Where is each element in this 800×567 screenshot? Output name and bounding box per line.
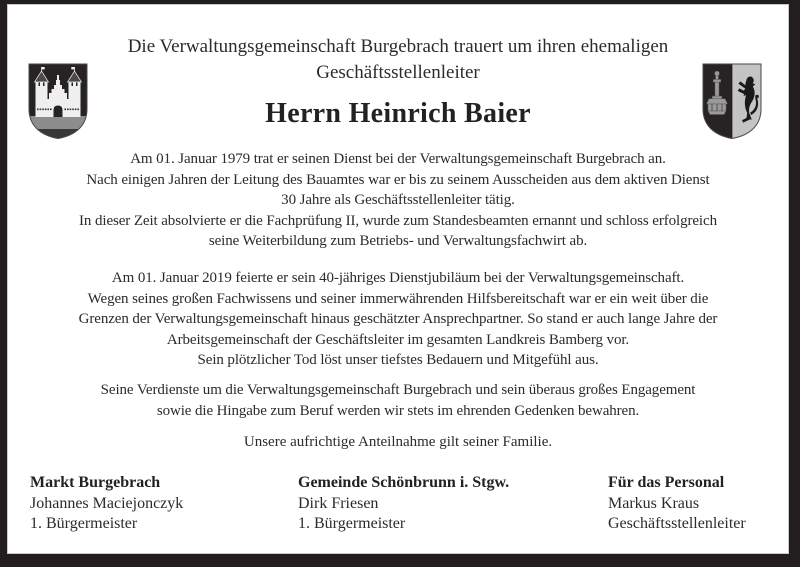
signature-org: Für das Personal bbox=[608, 474, 725, 491]
schoenbrunn-coat-of-arms-icon bbox=[702, 63, 762, 139]
paragraph-line: Sein plötzlicher Tod löst unser tiefstes Bedauern und Mitgefühl aus. bbox=[197, 352, 599, 368]
paragraph-line: Am 01. Januar 2019 feierte er sein 40-jähriges Dienstjubiläum bei der Verwaltungsgemeinschaft. bbox=[111, 270, 685, 286]
signature-row bbox=[8, 473, 788, 537]
signature-markt-burgebrach bbox=[30, 473, 183, 535]
signature-org: Gemeinde Schönbrunn i. Stgw. bbox=[298, 474, 510, 491]
remembrance-paragraph bbox=[8, 380, 788, 421]
signature-role: 1. Bürgermeister bbox=[30, 515, 138, 532]
paragraph-line: Am 01. Januar 1979 trat er seinen Dienst bei der Verwaltungsgemeinschaft Burgebrach an. bbox=[130, 151, 666, 167]
paragraph-line: 30 Jahre als Geschäftsstellenleiter tätig. bbox=[281, 192, 515, 208]
paragraph-line: Seine Verdienste um die Verwaltungsgemeinschaft Burgebrach und sein überaus großes Engagement bbox=[100, 382, 696, 398]
condolence-line: Unsere aufrichtige Anteilnahme gilt seiner Familie. bbox=[243, 434, 553, 450]
career-paragraph bbox=[8, 149, 788, 252]
deceased-name: Herrn Heinrich Baier bbox=[265, 98, 531, 129]
signature-name: Markus Kraus bbox=[608, 494, 700, 512]
paragraph-line: sowie die Hingabe zum Beruf werden wir stets im ehrenden Gedenken bewahren. bbox=[156, 402, 640, 419]
signature-name: Dirk Friesen bbox=[298, 494, 379, 512]
burgebrach-coat-of-arms-icon bbox=[28, 63, 88, 139]
signature-name: Johannes Maciejonczyk bbox=[30, 494, 184, 512]
tribute-paragraph bbox=[8, 268, 788, 371]
signature-role: 1. Bürgermeister bbox=[298, 515, 406, 532]
signature-gemeinde-schoenbrunn bbox=[298, 473, 509, 535]
paragraph-line: In dieser Zeit absolvierte er die Fachprüfung II, wurde zum Standesbeamten ernannt und schloss erfolgreich bbox=[79, 212, 717, 229]
signature-personal bbox=[608, 473, 746, 535]
intro-line-1: Die Verwaltungsgemeinschaft Burgebrach trauert um ihren ehemaligen bbox=[127, 36, 669, 57]
intro-line-2: Geschäftsstellenleiter bbox=[316, 62, 480, 83]
paragraph-line: seine Weiterbildung zum Betriebs- und Verwaltungsfachwirt ab. bbox=[208, 233, 588, 249]
paragraph-line: Arbeitsgemeinschaft der Geschäftsleiter im gesamten Landkreis Bamberg vor. bbox=[166, 331, 630, 348]
paragraph-line: Nach einigen Jahren der Leitung des Bauamtes war er bis zu seinem Ausscheiden aus dem aktiven Dienst bbox=[86, 171, 710, 188]
paragraph-line: Grenzen der Verwaltungsgemeinschaft hinaus geschätzter Ansprechpartner. So stand er auch lange Jahre der bbox=[78, 311, 718, 327]
paragraph-line: Wegen seines großen Fachwissens und seiner immerwährenden Hilfsbereitschaft war er ein weit über die bbox=[87, 290, 709, 307]
signature-org: Markt Burgebrach bbox=[30, 474, 161, 491]
signature-role: Geschäftsstellenleiter bbox=[608, 515, 746, 532]
obituary-page bbox=[7, 4, 789, 554]
